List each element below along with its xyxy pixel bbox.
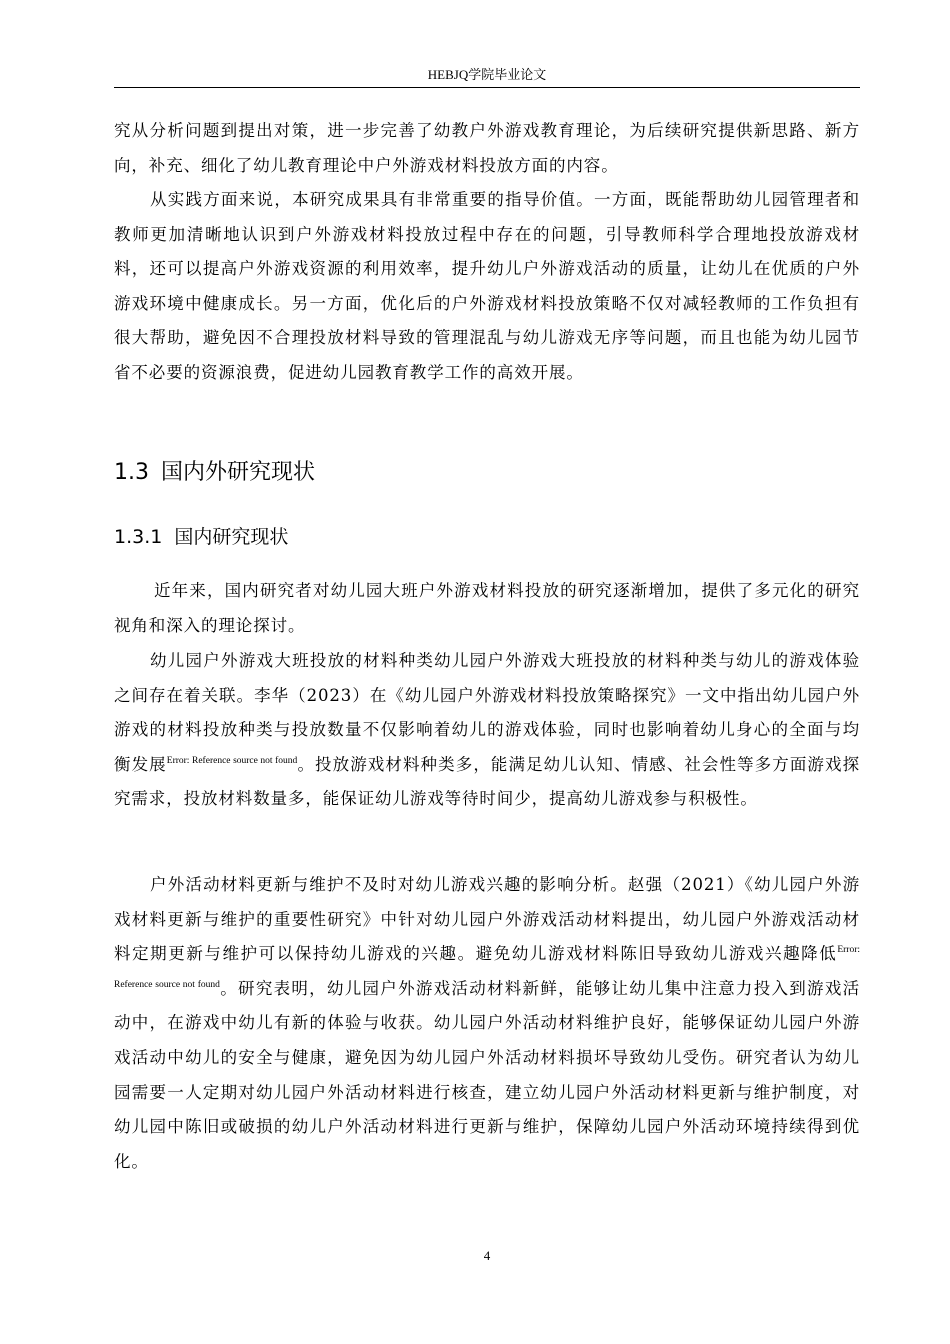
header-divider bbox=[114, 87, 860, 88]
subsection-title: 国内研究现状 bbox=[174, 526, 289, 548]
paragraph-material-maintenance bbox=[114, 868, 860, 1179]
section-title: 国内外研究现状 bbox=[161, 460, 316, 485]
section-number: 1.3 bbox=[114, 460, 149, 485]
paragraph-material-types bbox=[114, 644, 860, 817]
paragraph-practical-value: 从实践方面来说，本研究成果具有非常重要的指导价值。一方面，既能帮助幼儿园管理者和教师更加清晰地认识到户外游戏材料投放过程中存在的问题，引导教师科学合理地投放游戏材料，还可以提高户外游戏资源的利用效率，提升幼儿户外游戏活动的质量，让幼儿在优质的户外游戏环境中健康成长。另一方面，优化后的户外游戏材料投放策略不仅对减轻教师的工作负担有很大帮助，避免因不合理投放材料导致的管理混乱与幼儿游戏无序等问题，而且也能为幼儿园节省不必要的资源浪费，促进幼儿园教育教学工作的高效开展。 bbox=[114, 190, 860, 382]
paragraph-material-types-text-b: 。投放游戏材料种类多，能满足幼儿认知、情感、社会性等多方面游戏探究需求，投放材料数量多，能保证幼儿游戏等待时间少，提高幼儿游戏参与积极性。 bbox=[114, 754, 860, 809]
page-header: HEBJQ学院毕业论文 bbox=[427, 67, 547, 82]
reference-error-note: Error: Reference source not found bbox=[114, 945, 860, 990]
reference-error-note: Error: Reference source not found bbox=[166, 755, 298, 766]
paragraph-material-maintenance-text-a: 户外活动材料更新与维护不及时对幼儿游戏兴趣的影响分析。赵强（2021）《幼儿园户外游戏材料更新与维护的重要性研究》中针对幼儿园户外游戏活动材料提出，幼儿园户外游戏活动材料定期更新与维护可以保持幼儿游戏的兴趣。避免幼儿游戏材料陈旧导致幼儿游戏兴趣降低 bbox=[114, 875, 860, 964]
section-heading bbox=[114, 458, 315, 488]
page-number: 4 bbox=[483, 1248, 491, 1263]
paragraph-material-types-text-a: 幼儿园户外游戏大班投放的材料种类幼儿园户外游戏大班投放的材料种类与幼儿的游戏体验之间存在着关联。李华（2023）在《幼儿园户外游戏材料投放策略探究》一文中指出幼儿园户外游戏的材料投放种类与投放数量不仅影响着幼儿的游戏体验，同时也影响着幼儿身心的全面与均衡发展 bbox=[114, 651, 860, 774]
paragraph-theory-continuation: 究从分析问题到提出对策，进一步完善了幼教户外游戏教育理论，为后续研究提供新思路、新方向，补充、细化了幼儿教育理论中户外游戏材料投放方面的内容。 bbox=[114, 121, 860, 175]
paragraph-domestic-overview: 近年来，国内研究者对幼儿园大班户外游戏材料投放的研究逐渐增加，提供了多元化的研究视角和深入的理论探讨。 bbox=[114, 581, 860, 635]
subsection-heading bbox=[114, 523, 288, 551]
subsection-number: 1.3.1 bbox=[114, 526, 163, 548]
paragraph-material-maintenance-text-b: 。研究表明，幼儿园户外游戏活动材料新鲜，能够让幼儿集中注意力投入到游戏活动中，在游戏中幼儿有新的体验与收获。幼儿园户外活动材料维护良好，能够保证幼儿园户外游戏活动中幼儿的安全与健康，避免因为幼儿园户外活动材料损坏导致幼儿受伤。研究者认为幼儿园需要一人定期对幼儿园户外活动材料进行核查，建立幼儿园户外活动材料更新与维护制度，对幼儿园中陈旧或破损的幼儿户外活动材料进行更新与维护，保障幼儿园户外活动环境持续得到优化。 bbox=[114, 978, 861, 1171]
